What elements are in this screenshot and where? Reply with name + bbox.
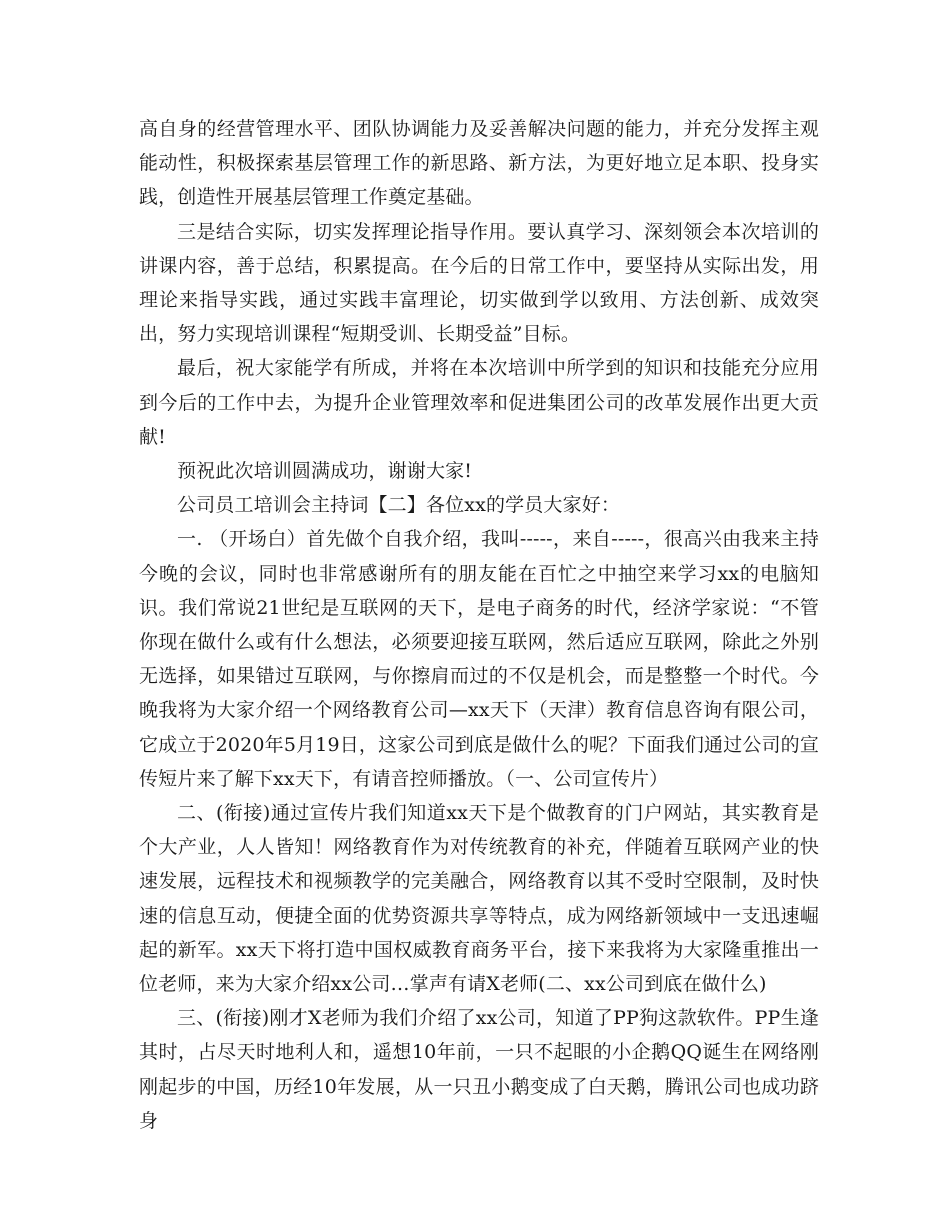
paragraph-continuation: 高自身的经营管理水平、团队协调能力及妥善解决问题的能力，并充分发挥主观能动性，积极探索基层管理工作的新思路、新方法，为更好地立足本职、投身实践，创造性开展基层管理工作奠定基础。 [139,118,819,209]
paragraph-section-two-heading: 公司员工培训会主持词【二】各位xx的学员大家好： [177,494,621,517]
document-body [139,112,819,1138]
paragraph-theory-guidance: 三是结合实际，切实发挥理论指导作用。要认真学习、深刻领会本次培训的讲课内容，善于总结，积累提高。在今后的日常工作中，要坚持从实际出发，用理论来指导实践，通过实践丰富理论，切实做到学以致用、方法创新、成效突出，努力实现培训课程“短期受训、长期受益”目标。 [139,220,819,346]
paragraph-opening-remarks: 一. （开场白）首先做个自我介绍，我叫-----，来自-----，很高兴由我来主持今晚的会议，同时也非常感谢所有的朋友能在百忙之中抽空来学习xx的电脑知识。我们常说21世纪是互联网的天下，是电子商务的时代，经济学家说：“不管你现在做什么或有什么想法，必须要迎接互联网，然后适应互联网，除此之外别无选择，如果错过互联网，与你擦肩而过的不仅是机会，而是整整一个时代。今晚我将为大家介绍一个网络教育公司—xx天下（天津）教育信息咨询有限公司，它成立于2020年5月19日，这家公司到底是做什么的呢？下面我们通过公司的宣传短片来了解下xx天下，有请音控师播放。（一、公司宣传片） [139,528,819,790]
paragraph-closing-wishes: 最后，祝大家能学有所成，并将在本次培训中所学到的知识和技能充分应用到今后的工作中去，为提升企业管理效率和促进集团公司的改革发展作出更大贡献! [139,357,819,448]
paragraph-success-wish: 预祝此次培训圆满成功，谢谢大家! [177,460,473,483]
paragraph-transition-two: 二、(衔接)通过宣传片我们知道xx天下是个做教育的门户网站，其实教育是个大产业，人人皆知！网络教育作为对传统教育的补充，伴随着互联网产业的快速发展，远程技术和视频教学的完美融合，网络教育以其不受时空限制，及时快速的信息互动，便捷全面的优势资源共享等特点，成为网络新领域中一支迅速崛起的新军。xx天下将打造中国权威教育商务平台，接下来我将为大家隆重推出一位老师，来为大家介绍xx公司…掌声有请X老师(二、xx公司到底在做什么) [139,802,819,996]
paragraph-transition-three: 三、(衔接)刚才X老师为我们介绍了xx公司，知道了PP狗这款软件。PP生逢其时，占尽天时地利人和，遥想10年前，一只不起眼的小企鹅QQ诞生在网络刚刚起步的中国，历经10年发展，从一只丑小鹅变成了白天鹅，腾讯公司也成功跻身 [139,1007,819,1132]
